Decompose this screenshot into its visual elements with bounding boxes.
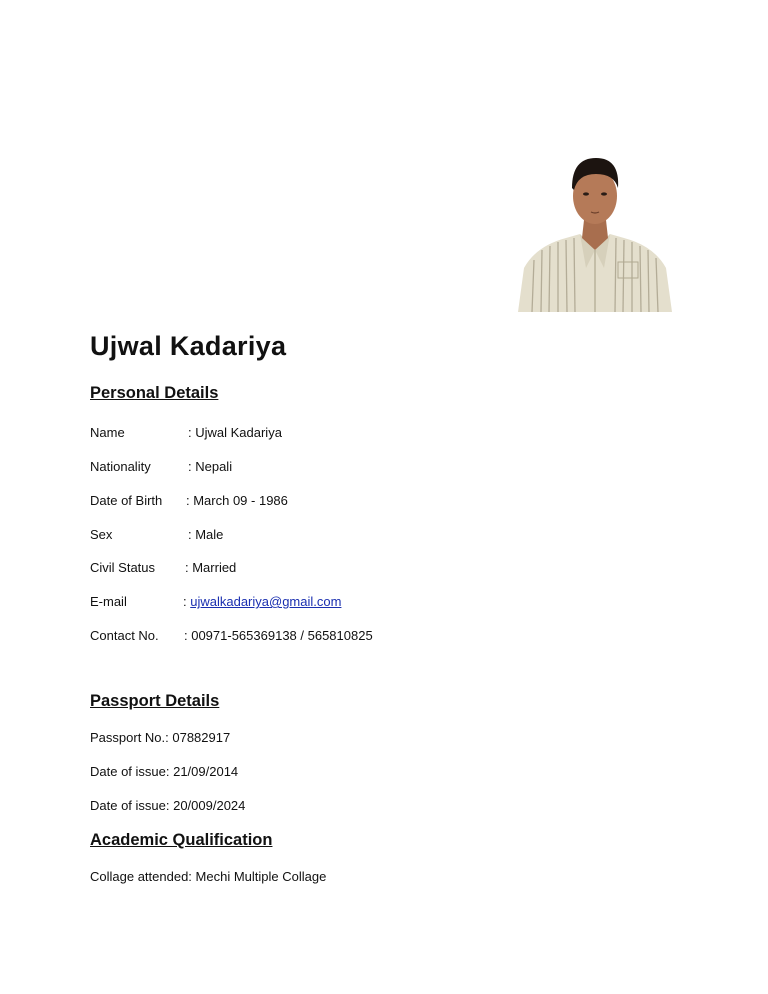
detail-row-email xyxy=(90,594,342,609)
college-attended: Collage attended: Mechi Multiple Collage xyxy=(90,869,327,884)
detail-value: : Male xyxy=(188,527,224,542)
passport-issue-date: Date of issue: 21/09/2014 xyxy=(90,764,239,779)
personal-details-heading: Personal Details xyxy=(90,384,219,402)
profile-photo xyxy=(514,150,676,312)
candidate-name: Ujwal Kadariya xyxy=(90,331,287,361)
detail-value: : Nepali xyxy=(188,459,233,474)
passport-expiry-date: Date of issue: 20/009/2024 xyxy=(90,798,246,813)
detail-label: Sex xyxy=(90,527,113,542)
detail-row-nationality xyxy=(90,459,233,474)
detail-row-civil-status xyxy=(90,560,237,575)
detail-row-name xyxy=(90,425,282,440)
detail-row-dob xyxy=(90,493,288,508)
detail-label: Contact No. xyxy=(90,628,159,643)
detail-value: : Married xyxy=(185,560,237,575)
detail-label: Date of Birth xyxy=(90,493,163,508)
passport-number: Passport No.: 07882917 xyxy=(90,730,231,745)
detail-label: E-mail xyxy=(90,594,127,609)
detail-label: Nationality xyxy=(90,459,151,474)
passport-details-heading: Passport Details xyxy=(90,692,220,710)
detail-label: Civil Status xyxy=(90,560,156,575)
detail-row-sex xyxy=(90,527,224,542)
academic-qualification-heading: Academic Qualification xyxy=(90,831,273,849)
detail-value: : Ujwal Kadariya xyxy=(188,425,282,440)
detail-value xyxy=(183,594,341,609)
email-link[interactable]: ujwalkadariya@gmail.com xyxy=(190,594,342,609)
email-prefix: : xyxy=(183,594,191,609)
detail-value: : 00971-565369138 / 565810825 xyxy=(184,628,373,643)
detail-label: Name xyxy=(90,425,125,440)
detail-value: : March 09 - 1986 xyxy=(186,493,288,508)
detail-row-contact xyxy=(90,628,373,643)
